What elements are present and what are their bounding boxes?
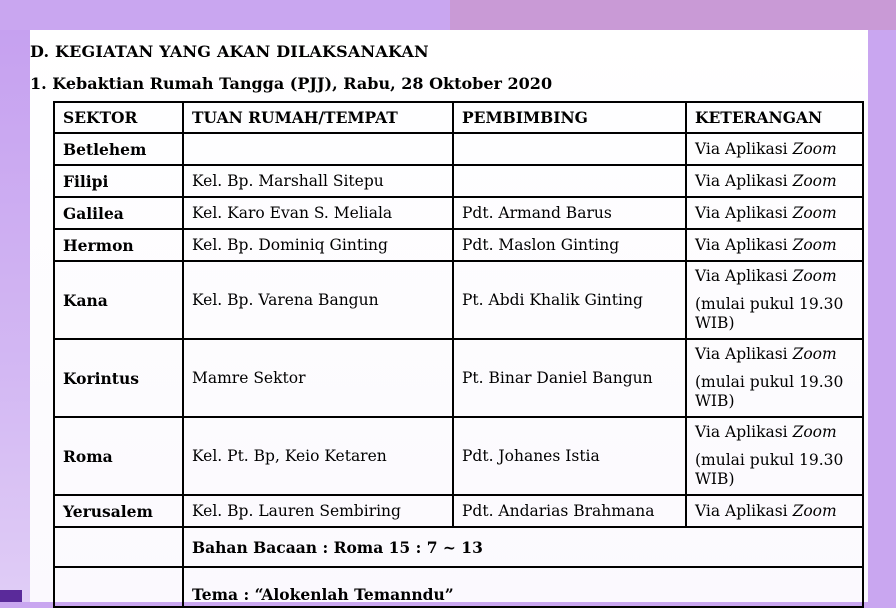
ket-zoom: Zoom — [792, 139, 837, 158]
table-row — [54, 495, 863, 527]
ket-prefix: Via Aplikasi — [695, 345, 793, 363]
cell-pembimbing: Pdt. Andarias Brahmana — [453, 495, 686, 527]
background-left-strip — [0, 30, 30, 602]
header-tuan-rumah: TUAN RUMAH/TEMPAT — [183, 102, 453, 133]
section-heading: D. KEGIATAN YANG AKAN DILAKSANAKAN — [30, 42, 429, 61]
cell-sektor: Filipi — [54, 165, 183, 197]
ket-zoom: Zoom — [792, 501, 837, 520]
ket-prefix: Via Aplikasi — [695, 423, 793, 441]
item-heading: 1. Kebaktian Rumah Tangga (PJJ), Rabu, 28 Oktober 2020 — [30, 74, 553, 93]
cell-tuan-rumah: Mamre Sektor — [183, 339, 453, 417]
ket-zoom: Zoom — [792, 345, 837, 363]
header-keterangan: KETERANGAN — [686, 102, 863, 133]
ket-line — [695, 345, 854, 364]
cell-pembimbing — [453, 133, 686, 165]
cell-pembimbing: Pdt. Maslon Ginting — [453, 229, 686, 261]
cell-empty — [54, 527, 183, 567]
cell-sektor: Korintus — [54, 339, 183, 417]
table-row — [54, 197, 863, 229]
ket-zoom: Zoom — [792, 203, 837, 222]
ket-note: (mulai pukul 19.30 WIB) — [695, 295, 844, 332]
bahan-bacaan-row — [54, 527, 863, 567]
ket-prefix: Via Aplikasi — [695, 139, 793, 158]
cell-pembimbing: Pdt. Armand Barus — [453, 197, 686, 229]
ket-zoom: Zoom — [792, 171, 837, 190]
cell-tuan-rumah: Kel. Bp. Varena Bangun — [183, 261, 453, 339]
table-row — [54, 261, 863, 339]
background-corner — [0, 590, 22, 602]
ket-zoom: Zoom — [792, 423, 837, 441]
table-header-row — [54, 102, 863, 133]
cell-pembimbing: Pt. Abdi Khalik Ginting — [453, 261, 686, 339]
cell-pembimbing — [453, 165, 686, 197]
cell-tuan-rumah — [183, 133, 453, 165]
header-sektor: SEKTOR — [54, 102, 183, 133]
cell-keterangan — [686, 165, 863, 197]
cell-sektor: Galilea — [54, 197, 183, 229]
bahan-bacaan: Bahan Bacaan : Roma 15 : 7 ~ 13 — [183, 527, 863, 567]
ket-prefix: Via Aplikasi — [695, 203, 793, 222]
cell-tuan-rumah: Kel. Bp. Dominiq Ginting — [183, 229, 453, 261]
cell-sektor: Roma — [54, 417, 183, 495]
table-row — [54, 133, 863, 165]
cell-sektor: Betlehem — [54, 133, 183, 165]
cell-keterangan — [686, 229, 863, 261]
cell-pembimbing: Pdt. Johanes Istia — [453, 417, 686, 495]
ket-note: (mulai pukul 19.30 WIB) — [695, 373, 844, 410]
cell-sektor: Kana — [54, 261, 183, 339]
table-row — [54, 165, 863, 197]
schedule-table — [53, 101, 864, 608]
ket-prefix: Via Aplikasi — [695, 171, 793, 190]
ket-line — [695, 423, 854, 442]
tema-row — [54, 567, 863, 607]
ket-zoom: Zoom — [792, 267, 837, 285]
ket-note: (mulai pukul 19.30 WIB) — [695, 451, 844, 488]
cell-tuan-rumah: Kel. Bp. Marshall Sitepu — [183, 165, 453, 197]
cell-sektor: Yerusalem — [54, 495, 183, 527]
tema: Tema : “Alokenlah Temanndu” — [183, 567, 863, 607]
cell-keterangan — [686, 261, 863, 339]
background-accent — [450, 0, 896, 30]
cell-tuan-rumah: Kel. Pt. Bp, Keio Ketaren — [183, 417, 453, 495]
cell-tuan-rumah: Kel. Bp. Lauren Sembiring — [183, 495, 453, 527]
ket-zoom: Zoom — [792, 235, 837, 254]
cell-empty — [54, 567, 183, 607]
cell-keterangan — [686, 495, 863, 527]
cell-tuan-rumah: Kel. Karo Evan S. Meliala — [183, 197, 453, 229]
cell-sektor: Hermon — [54, 229, 183, 261]
ket-line — [695, 267, 854, 286]
table-row — [54, 229, 863, 261]
ket-prefix: Via Aplikasi — [695, 267, 793, 285]
cell-keterangan — [686, 339, 863, 417]
ket-prefix: Via Aplikasi — [695, 501, 793, 520]
table-row — [54, 339, 863, 417]
header-pembimbing: PEMBIMBING — [453, 102, 686, 133]
table-row — [54, 417, 863, 495]
cell-keterangan — [686, 417, 863, 495]
ket-prefix: Via Aplikasi — [695, 235, 793, 254]
cell-keterangan — [686, 197, 863, 229]
cell-keterangan — [686, 133, 863, 165]
cell-pembimbing: Pt. Binar Daniel Bangun — [453, 339, 686, 417]
